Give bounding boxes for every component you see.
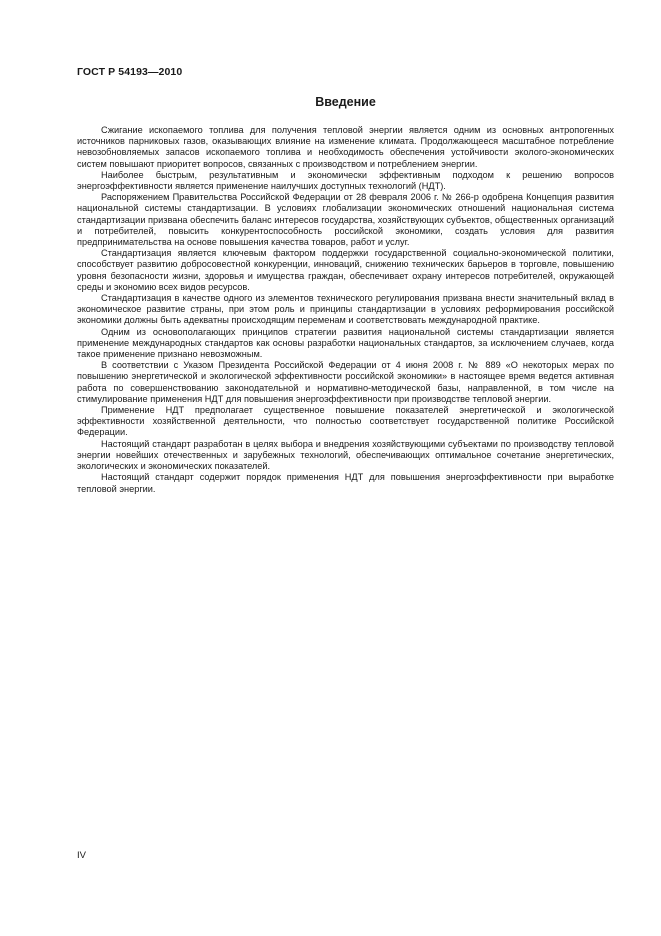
body-text xyxy=(77,125,614,495)
paragraph: Настоящий стандарт разработан в целях выбора и внедрения хозяйствующими субъектами по производству тепловой энергии новейших отечественных и зарубежных технологий, обеспечивающих оптимальное сочетание энергетических, экологических и экономических показателей. xyxy=(77,438,614,472)
section-title: Введение xyxy=(315,95,376,109)
paragraph: Стандартизация в качестве одного из элементов технического регулирования призвана внести значительный вклад в экономическое развитие страны, при этом роль и принципы стандартизации в условиях реформирования российской экономики должны быть адекватны происходящим переменам и соответствовать международной практике. xyxy=(77,293,614,326)
paragraph: Распоряжением Правительства Российской Федерации от 28 февраля 2006 г. № 266-р одобрена Концепция развития национальной системы стандартизации. В условиях глобализации экономических отношений национальная система стандартизации призвана обеспечить баланс интересов государства, хозяйствующих субъектов, общественных организаций и потребителей, повысить конкурентоспособность российской экономики, создать условия для развития предпринимательства на основе повышения качества товаров, работ и услуг. xyxy=(77,192,614,248)
paragraph: Стандартизация является ключевым фактором поддержки государственной социально-экономической политики, способствует развитию добросовестной конкуренции, инноваций, снижению технических барьеров в торговле, повышению уровня безопасности жизни, здоровья и имущества граждан, обеспечивает охрану интересов потребителей, окружающей среды и экономию всех видов ресурсов. xyxy=(77,248,614,292)
paragraph: В соответствии с Указом Президента Российской Федерации от 4 июня 2008 г. № 889 «О некоторых мерах по повышению энергетической и экологической эффективности российской экономики» в настоящее время ведется активная работа по совершенствованию законодательной и нормативно-методической базы, направленной, в том числе на стимулирование применения НДТ для повышения энергоэффективности при производстве тепловой энергии. xyxy=(77,360,614,404)
document-code: ГОСТ Р 54193—2010 xyxy=(77,66,183,78)
page-number: IV xyxy=(77,850,86,861)
paragraph: Сжигание ископаемого топлива для получения тепловой энергии является одним из основных антропогенных источников парниковых газов, оказывающих влияние на изменение климата. Продолжающееся масштабное потребление невозобновляемых запасов ископаемого топлива и необходимость обеспечения устойчивости эколого-экономических систем повышают приоритет вопросов, связанных с производством и потреблением энергии. xyxy=(77,125,614,169)
paragraph: Наиболее быстрым, результативным и экономически эффективным подходом к решению вопросов энергоэффективности является применение наилучших доступных технологий (НДТ). xyxy=(77,169,614,192)
paragraph: Применение НДТ предполагает существенное повышение показателей энергетической и экологической эффективности хозяйственной деятельности, что полностью соответствует государственной политике Российской Федерации. xyxy=(77,405,614,438)
paragraph: Настоящий стандарт содержит порядок применения НДТ для повышения энергоэффективности при выработке тепловой энергии. xyxy=(77,472,614,494)
paragraph: Одним из основополагающих принципов стратегии развития национальной системы стандартизации является применение международных стандартов как основы разработки национальных стандартов, за исключением случаев, когда такое применение признано невозможным. xyxy=(77,326,614,360)
